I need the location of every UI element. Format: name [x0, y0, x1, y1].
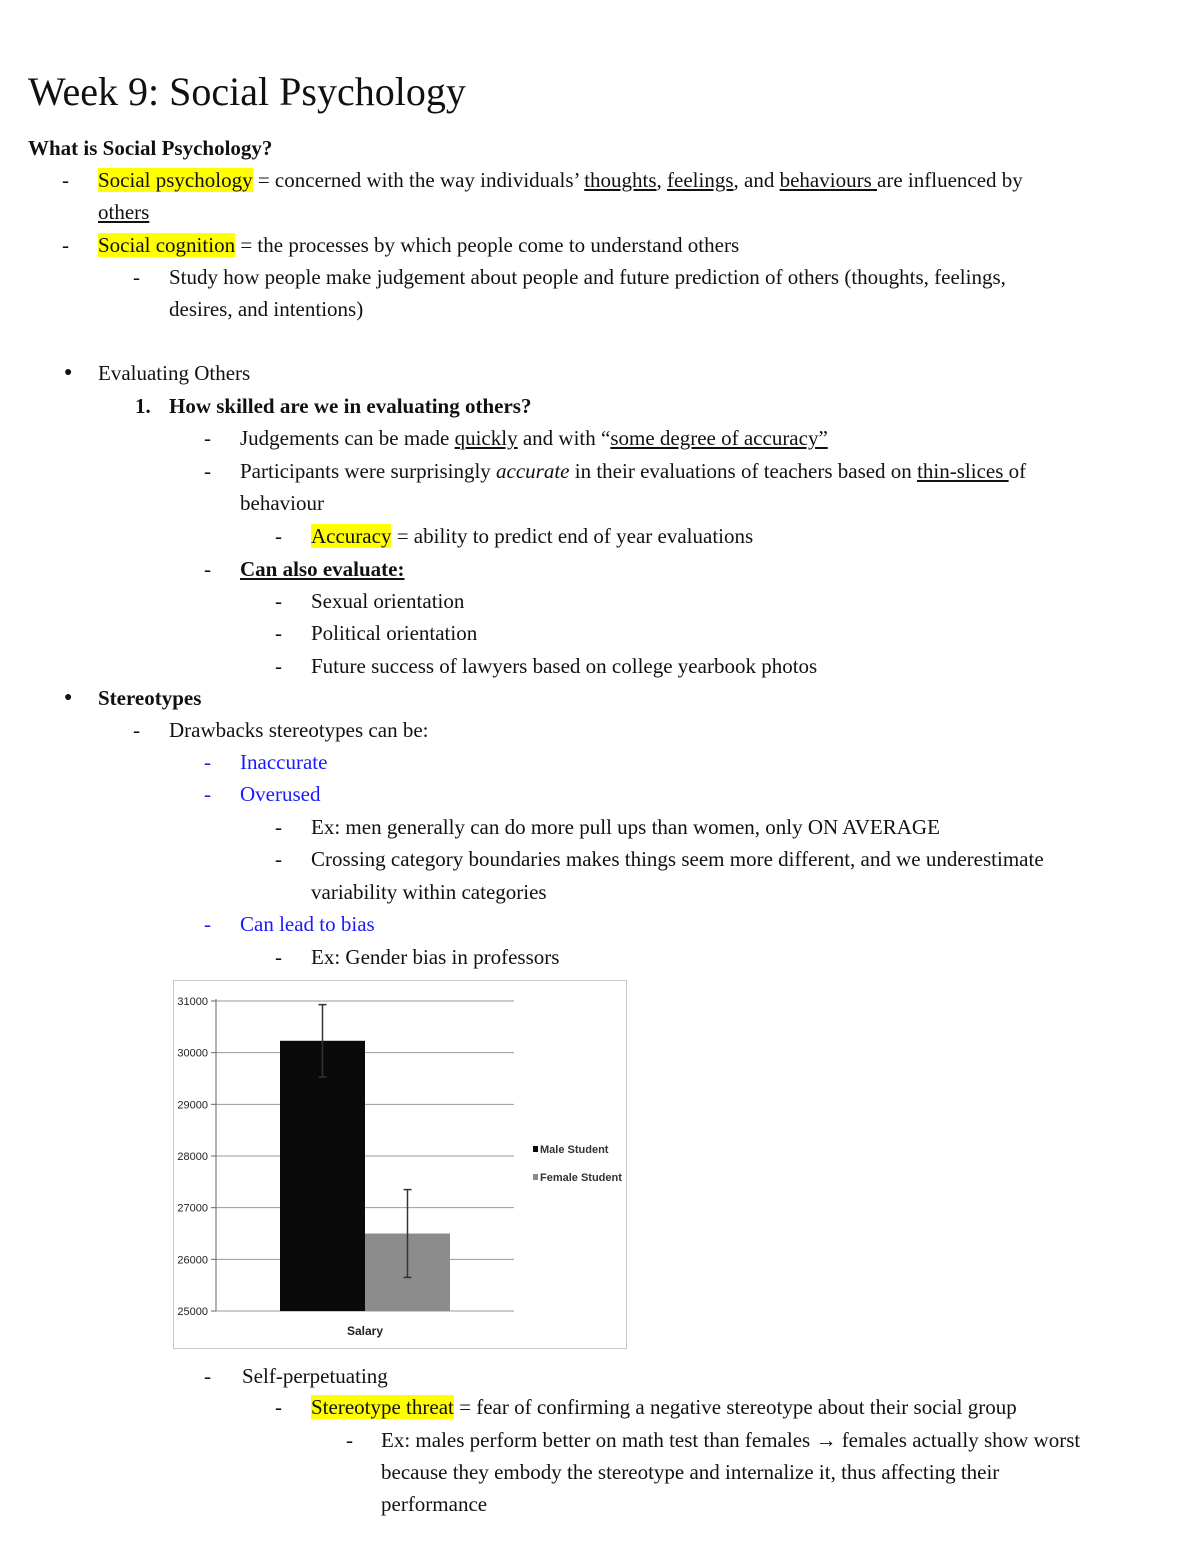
bar-male-student — [280, 1041, 365, 1311]
term-social-psychology: Social psychology — [98, 168, 253, 192]
dash-icon: - — [204, 557, 211, 581]
dash-icon: - — [275, 524, 282, 548]
dash-icon: - — [204, 459, 211, 483]
dash-icon: - — [275, 815, 282, 839]
legend-label: Male Student — [540, 1144, 609, 1156]
underlined-thoughts: thoughts — [584, 168, 657, 192]
underlined-others: others — [98, 200, 150, 224]
y-tick-label: 26000 — [177, 1254, 208, 1267]
y-tick-label: 25000 — [177, 1306, 208, 1318]
legend-swatch — [533, 1174, 538, 1180]
chart-svg — [174, 981, 626, 1348]
salary-bar-chart — [173, 980, 627, 1349]
dash-icon: - — [204, 782, 211, 806]
underlined-behaviours: behaviours — [779, 168, 878, 192]
term-stereotype-threat: Stereotype threat — [311, 1395, 454, 1419]
y-tick-label: 29000 — [177, 1099, 208, 1112]
y-tick-label: 28000 — [177, 1151, 208, 1163]
dash-icon: - — [275, 621, 282, 645]
underlined-feelings: feelings — [667, 168, 734, 192]
y-tick-label: 27000 — [177, 1202, 208, 1215]
bullet-icon: ● — [64, 365, 73, 380]
bullet-icon: ● — [64, 690, 73, 705]
dash-icon: - — [133, 265, 140, 289]
dash-icon: - — [275, 589, 282, 613]
dash-icon: - — [275, 945, 282, 969]
dash-icon: - — [275, 1395, 282, 1419]
y-tick-label: 30000 — [177, 1047, 208, 1060]
dash-icon: - — [62, 168, 69, 192]
dash-icon: - — [133, 718, 140, 742]
dash-icon: - — [275, 654, 282, 678]
term-accuracy: Accuracy — [311, 524, 392, 548]
legend-swatch — [533, 1146, 538, 1152]
dash-icon: - — [204, 912, 211, 936]
legend-label: Female Student — [540, 1172, 622, 1184]
x-axis-label: Salary — [346, 1324, 384, 1338]
dash-icon: - — [204, 750, 211, 774]
dash-icon: - — [275, 847, 282, 871]
term-social-cognition: Social cognition — [98, 233, 236, 257]
dash-icon: - — [62, 233, 69, 257]
dash-icon: - — [204, 426, 211, 450]
y-tick-label: 31000 — [177, 996, 208, 1008]
page-title: Week 9: Social Psychology — [28, 69, 466, 114]
dash-icon: - — [346, 1428, 353, 1452]
dash-icon: - — [204, 1364, 211, 1388]
section-heading-what-is: What is Social Psychology? — [28, 136, 273, 160]
